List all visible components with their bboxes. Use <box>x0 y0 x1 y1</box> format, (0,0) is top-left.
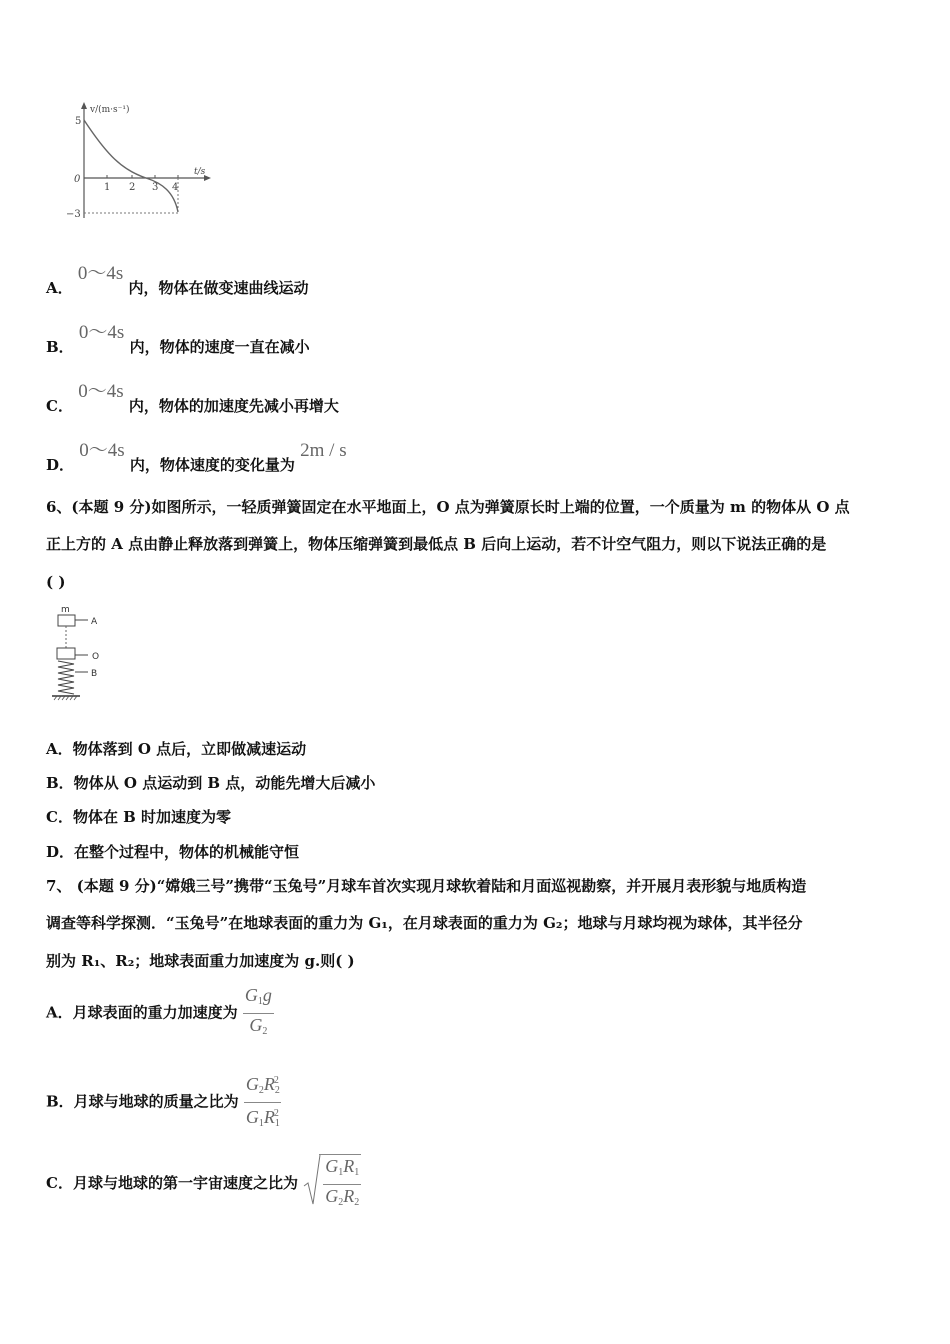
option-label: C． <box>46 397 73 415</box>
spring <box>58 661 74 694</box>
var-g: G <box>249 1015 263 1035</box>
var-g: G <box>245 1107 259 1127</box>
mass-label: m <box>61 605 70 615</box>
spring-figure <box>50 602 120 702</box>
var-g: G <box>245 1074 259 1094</box>
option-math: 0～4s <box>77 263 124 284</box>
option-text: B．月球与地球的质量之比为 <box>46 1092 239 1111</box>
fraction-g1g-over-g2 <box>243 984 274 1043</box>
velocity-curve <box>84 120 178 212</box>
option-math: 0～4s <box>79 440 125 461</box>
mass-block-bottom <box>57 648 75 659</box>
option-label: D． <box>46 456 75 474</box>
x-tick-label-4: 4 <box>172 182 179 193</box>
subscript: 1 <box>257 996 263 1007</box>
option-text: 内，物体在做变速曲线运动 <box>128 279 309 297</box>
subscript: 2 <box>258 1085 264 1096</box>
option-math: 0～4s <box>78 322 125 343</box>
y-tick-0: 0 <box>74 174 81 185</box>
superscript: 2 <box>273 1108 279 1119</box>
q6-option-a: A．物体落到 O 点后，立即做减速运动 <box>46 740 307 758</box>
fraction-mass-ratio <box>244 1070 281 1135</box>
q7-stem-line3: 别为 R₁、R₂；地球表面重力加速度为 g.则( ) <box>46 952 355 970</box>
q7-option-a <box>46 984 274 1043</box>
q6-stem-line3: ( ) <box>46 573 66 591</box>
x-tick-label-2: 2 <box>129 182 136 193</box>
y-tick-5: 5 <box>75 116 82 127</box>
var-g: G <box>244 985 258 1005</box>
var-g: G <box>325 1156 339 1176</box>
q6-option-c: C．物体在 B 时加速度为零 <box>46 808 232 826</box>
var-r: R <box>343 1156 355 1176</box>
q5-option-b <box>46 323 310 357</box>
q7-option-c <box>46 1154 361 1214</box>
velocity-time-graph <box>62 100 222 225</box>
subscript: 1 <box>274 1118 280 1129</box>
var-small-g: g <box>262 985 272 1005</box>
y-tick-minus3: −3 <box>66 209 81 220</box>
subscript: 1 <box>354 1167 360 1178</box>
option-text: C．月球与地球的第一宇宙速度之比为 <box>46 1174 298 1192</box>
subscript: 2 <box>338 1197 344 1208</box>
point-b-label: B <box>91 669 98 679</box>
option-math: 0～4s <box>78 381 124 402</box>
subscript: 2 <box>354 1197 360 1208</box>
option-text: A．月球表面的重力加速度为 <box>46 1003 238 1022</box>
sqrt-sign-icon <box>303 1154 321 1206</box>
fraction-velocity-ratio <box>319 1154 361 1214</box>
point-a-label: A <box>91 617 98 627</box>
var-r: R <box>343 1186 355 1206</box>
y-axis-label: v/(m·s⁻¹) <box>90 105 130 115</box>
x-tick-label-3: 3 <box>152 182 159 193</box>
x-tick-label-1: 1 <box>104 182 111 193</box>
subscript: 1 <box>258 1118 264 1129</box>
q5-option-d <box>46 441 347 475</box>
y-axis-arrow <box>81 102 87 109</box>
q5-option-a <box>46 264 309 298</box>
var-r: R <box>263 1074 275 1094</box>
subscript: 2 <box>262 1026 268 1037</box>
q6-stem-line1: 6、(本题 9 分)如图所示，一轻质弹簧固定在水平地面上，O 点为弹簧原长时上端的位置，一个质量为 m 的物体从 O 点 <box>46 498 850 516</box>
option-label: B． <box>46 338 74 356</box>
q7-stem-line1: 7、 (本题 9 分)“嫦娥三号”携带“玉兔号”月球车首次实现月球软着陆和月面巡视勘察，并开展月表形貌与地质构造 <box>46 877 807 895</box>
superscript: 2 <box>273 1075 279 1086</box>
q7-stem-line2: 调查等科学探测．“玉兔号”在地球表面的重力为 G₁，在月球表面的重力为 G₂；地球与月球均视为球体，其半径分 <box>46 914 803 932</box>
mass-block-top <box>58 615 75 626</box>
subscript: 2 <box>274 1085 280 1096</box>
option-text: 内，物体速度的变化量为 <box>129 456 295 474</box>
option-text: 内，物体的加速度先减小再增大 <box>128 397 339 415</box>
q6-option-d: D．在整个过程中，物体的机械能守恒 <box>46 843 300 861</box>
option-text: 内，物体的速度一直在减小 <box>129 338 310 356</box>
option-tail-math: 2m / s <box>300 440 347 461</box>
q7-option-b <box>46 1070 281 1135</box>
var-r: R <box>263 1107 275 1127</box>
var-g: G <box>325 1186 339 1206</box>
point-o-label: O <box>92 652 100 662</box>
subscript: 1 <box>338 1167 344 1178</box>
q5-option-c <box>46 382 339 416</box>
q6-option-b: B．物体从 O 点运动到 B 点，动能先增大后减小 <box>46 774 376 792</box>
x-axis-label: t/s <box>194 167 206 177</box>
q6-stem-line2: 正上方的 A 点由静止释放落到弹簧上，物体压缩弹簧到最低点 B 后向上运动，若不计空气阻力，则以下说法正确的是 <box>46 535 827 553</box>
option-label: A． <box>46 279 73 297</box>
sqrt-expression <box>303 1154 361 1214</box>
